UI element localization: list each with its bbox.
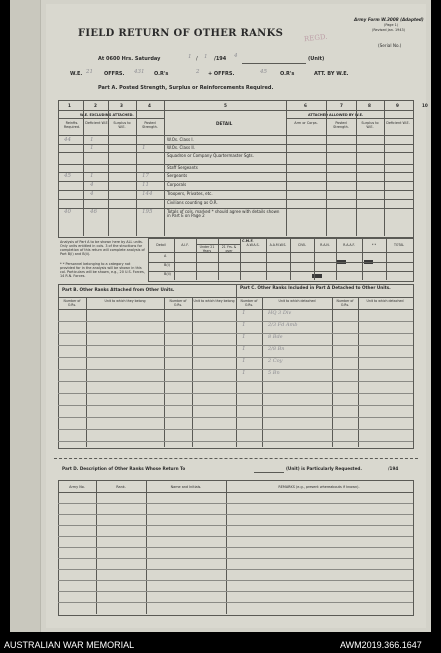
grid-line <box>58 580 413 581</box>
grid-line <box>58 547 413 548</box>
hand-part-c-count: 1 <box>242 310 246 316</box>
column-heading: Surplus to W.E. <box>113 121 131 129</box>
grid-line <box>58 503 413 504</box>
part-d-table <box>58 480 414 616</box>
received-stamp: REGD. <box>303 32 328 44</box>
hand-part-c-unit: 2/8 Bn <box>268 346 285 352</box>
column-heading: Deficient W.E. <box>85 121 109 125</box>
analysis-heading: A.A.M.W.S. <box>269 243 287 247</box>
grid-line <box>148 271 413 272</box>
column-heading: Surplus to W.E. <box>361 121 379 129</box>
part-b-heading-cell: Unit to which they belong <box>193 299 235 303</box>
grid-line <box>148 252 413 253</box>
analysis-heading: Detail <box>156 243 166 247</box>
grid-line <box>58 591 413 592</box>
analysis-heading: CIVIL <box>297 243 307 247</box>
binding-strip <box>10 0 41 632</box>
analysis-row-label: A <box>164 254 167 258</box>
part-c-heading: Part C. Other Ranks Included in Part A Detached to Other Units. <box>240 285 391 290</box>
detail-row-label: Sergeants <box>167 173 188 178</box>
we-excl-heading: W.E. EXCLUDING ATTACHED. <box>80 113 134 117</box>
grid-line <box>58 558 413 559</box>
part-d-date: /194 <box>388 466 399 471</box>
column-number: 7 <box>340 103 343 108</box>
hand-value: 45 <box>64 173 71 179</box>
unit-label: (Unit) <box>308 56 325 62</box>
column-number: 5 <box>224 103 227 108</box>
hand-value: 44 <box>64 137 71 143</box>
grid-line <box>58 309 413 310</box>
column-number: 10 <box>422 103 428 108</box>
attached-heading: ATTACHED ALLOWED BY W.E. <box>308 113 364 117</box>
column-number: 6 <box>304 103 307 108</box>
column-number: 4 <box>148 103 151 108</box>
column-heading: Posted Strength. <box>142 121 158 129</box>
hand-year: 4 <box>234 53 238 59</box>
grid-line <box>58 321 413 322</box>
grid-line <box>58 492 413 493</box>
date-slash: / <box>196 56 198 62</box>
hand-part-c-count: 1 <box>242 334 246 340</box>
hand-att-offrs: 2 <box>196 69 200 75</box>
grid-line <box>358 297 359 447</box>
grid-line <box>58 429 413 430</box>
column-heading: Deficient W.E. <box>386 121 410 125</box>
hand-part-c-count: 1 <box>242 322 246 328</box>
grid-line <box>58 381 413 382</box>
analysis-row-label: B(ii) <box>164 272 171 276</box>
cmf-heading: C.M.F. <box>242 239 254 243</box>
grid-line <box>58 190 413 191</box>
hand-value: 40 <box>64 209 71 215</box>
hand-value: 17 <box>142 173 149 179</box>
part-b-heading-cell: Number of O.Rs. <box>63 299 81 307</box>
hand-part-c-unit: 2 Coy <box>268 358 283 364</box>
analysis-heading: 21 Yrs. & over <box>221 245 237 253</box>
hand-value: 1 <box>142 145 146 151</box>
analysis-heading: R.A.A.F. <box>343 243 355 247</box>
offrs-label: OFFRS. <box>104 71 125 77</box>
grid-line <box>58 525 413 526</box>
column-number: 3 <box>120 103 123 108</box>
hand-value: 195 <box>142 209 153 215</box>
detail-row-label: W.Os. Class I. <box>167 137 194 142</box>
hand-att-ors: 45 <box>260 69 267 75</box>
part-a-heading: Part A. Posted Strength, Surplus or Reinforcements Required. <box>98 85 274 91</box>
form-revised: (Revised Jan. 1943) <box>372 28 405 32</box>
grid-line <box>58 393 413 394</box>
grid-line <box>58 602 413 603</box>
grid-line <box>58 144 413 145</box>
grid-line <box>192 297 193 447</box>
grid-line <box>356 100 357 236</box>
detail-heading: DETAIL <box>216 121 233 126</box>
analysis-heading: Under 21 Years <box>199 245 215 253</box>
column-number: 8 <box>368 103 371 108</box>
hand-we-offrs: 21 <box>86 69 93 75</box>
detail-row-label: Civilians counting as O.R. <box>167 200 218 205</box>
form-title: FIELD RETURN OF OTHER RANKS <box>78 28 284 39</box>
column-heading: Reinfts. Required. <box>63 121 81 129</box>
column-heading: Posted Strength. <box>333 121 349 129</box>
analysis-heading: A.W.A.S. <box>246 243 260 247</box>
part-d-unit: (Unit) is Particularly Requested. <box>286 466 362 471</box>
part-d-heading: Part D. Description of Other Ranks Whose Return To <box>62 466 186 471</box>
grid-line <box>58 405 413 406</box>
detail-row-label: Troopers, Privates, etc. <box>167 191 213 196</box>
part-c-heading-cell: Unit to which detached <box>366 299 404 303</box>
part-b-heading: Part B. Other Ranks Attached from Other Units. <box>62 287 175 292</box>
column-number: 1 <box>68 103 71 108</box>
grid-line <box>326 100 327 236</box>
grid-line <box>58 417 413 418</box>
column-heading: Arm or Corps. <box>294 121 318 125</box>
grid-line <box>332 297 333 447</box>
column-number: 2 <box>94 103 97 108</box>
part-d-heading-cell: Rank. <box>116 485 126 489</box>
grid-line <box>86 297 87 447</box>
part-d-heading-cell: Army No. <box>69 485 85 489</box>
analysis-row-label: B(i) <box>164 263 170 267</box>
hand-value: 4 <box>90 191 94 197</box>
date-year: /194 <box>214 56 227 62</box>
grid-line <box>136 100 137 236</box>
hand-value: 4 <box>90 182 94 188</box>
grid-line <box>58 369 413 370</box>
part-b-heading-cell: Number of O.Rs. <box>169 299 187 307</box>
detail-row-label: Corporals <box>167 182 187 187</box>
grid-line <box>164 297 165 447</box>
grid-line <box>58 514 413 515</box>
grid-line <box>58 199 413 200</box>
detail-row-label: Staff Sergeants <box>167 165 198 170</box>
hand-value: 144 <box>142 191 153 197</box>
part-d-heading-cell: Name and Initials. <box>170 485 202 489</box>
serial-no: (Serial No.) <box>378 43 402 48</box>
detail-row-label: W.Os. Class II. <box>167 145 195 150</box>
we-label: W.E. <box>70 71 83 77</box>
grid-line <box>164 100 165 236</box>
grid-line <box>58 357 413 358</box>
detail-row-label: Squadron or Company Quartermaster Sgts. <box>167 153 254 158</box>
document-page <box>10 0 431 632</box>
analysis-heading: TOTAL <box>393 243 405 247</box>
grid-line <box>58 536 413 537</box>
grid-line <box>58 135 413 136</box>
detail-row-label: Totals of cols. marked * should agree with details shown in Part E on Page 2 <box>167 209 280 218</box>
hand-part-c-count: 1 <box>242 358 246 364</box>
hand-date-month: 1 <box>204 54 208 60</box>
part-d-heading-cell: REMARKS (e.g., present whereabouts if known). <box>278 485 360 489</box>
grid-line <box>286 100 287 236</box>
grid-line <box>58 152 413 153</box>
hand-date-day: 1 <box>188 54 192 60</box>
hand-value: 11 <box>142 182 149 188</box>
analysis-note: * * Personnel belonging to a category not provided for in the analysis will be shown in this col. Particulars will be shown, e.g., 20 U.S. Forces, 14 R.N. Forces. <box>60 262 145 278</box>
hand-value: 1 <box>90 173 94 179</box>
hand-part-c-unit: 8 Bde <box>268 334 283 340</box>
form-number: Army Form W.3008 (Adapted) <box>354 17 424 22</box>
hand-part-c-count: 1 <box>242 370 246 376</box>
hand-part-c-count: 1 <box>242 346 246 352</box>
analysis-text: Analysis of Part A to be shown here by ALL units. Only units entitled in cols. 3 of the structions for completion of this return will complete analysis of Part B(i) and B(ii). <box>60 240 145 256</box>
hand-value: 1 <box>90 145 94 151</box>
grid-line <box>58 441 413 442</box>
hand-value: 46 <box>90 209 97 215</box>
grid-line <box>58 333 413 334</box>
form-sheet <box>46 4 426 628</box>
grid-line <box>58 345 413 346</box>
att-label: ATT. BY W.E. <box>314 71 349 77</box>
grid-line <box>58 181 413 182</box>
grid-line <box>262 297 263 447</box>
hand-part-c-unit: 5 Bn <box>268 370 280 376</box>
grid-line <box>148 262 413 263</box>
hand-part-c-unit: 2/3 Fd Amb <box>268 322 298 328</box>
part-c-heading-cell: Number of O.Rs. <box>336 299 354 307</box>
analysis-heading: R.A.N. <box>320 243 330 247</box>
analysis-heading: * * <box>371 243 377 247</box>
grid-line <box>384 100 385 236</box>
plus-offrs-label: + OFFRS. <box>208 71 235 77</box>
part-b-heading-cell: Unit to which they belong <box>104 299 146 303</box>
form-page: (Page 1) <box>384 23 399 27</box>
grid-line <box>58 208 413 209</box>
part-c-heading-cell: Unit to which detached <box>278 299 316 303</box>
grid-line <box>58 172 413 173</box>
ors-label: O.R's <box>154 71 169 77</box>
footer-institution: AUSTRALIAN WAR MEMORIAL <box>4 640 135 650</box>
part-c-heading-cell: Number of O.Rs. <box>240 299 258 307</box>
column-number: 9 <box>396 103 399 108</box>
grid-line <box>58 569 413 570</box>
grid-line <box>58 297 413 298</box>
at-hours: At 0600 Hrs. Saturday <box>98 56 161 62</box>
analysis-heading: A.I.F. <box>181 243 189 247</box>
hand-part-c-unit: HQ 3 Div <box>268 310 292 316</box>
grid-line <box>58 164 413 165</box>
hand-value: 1 <box>90 137 94 143</box>
ors2-label: O.R's <box>280 71 295 77</box>
footer-accession: AWM2019.366.1647 <box>340 640 422 650</box>
hand-we-ors: 431 <box>134 69 145 75</box>
